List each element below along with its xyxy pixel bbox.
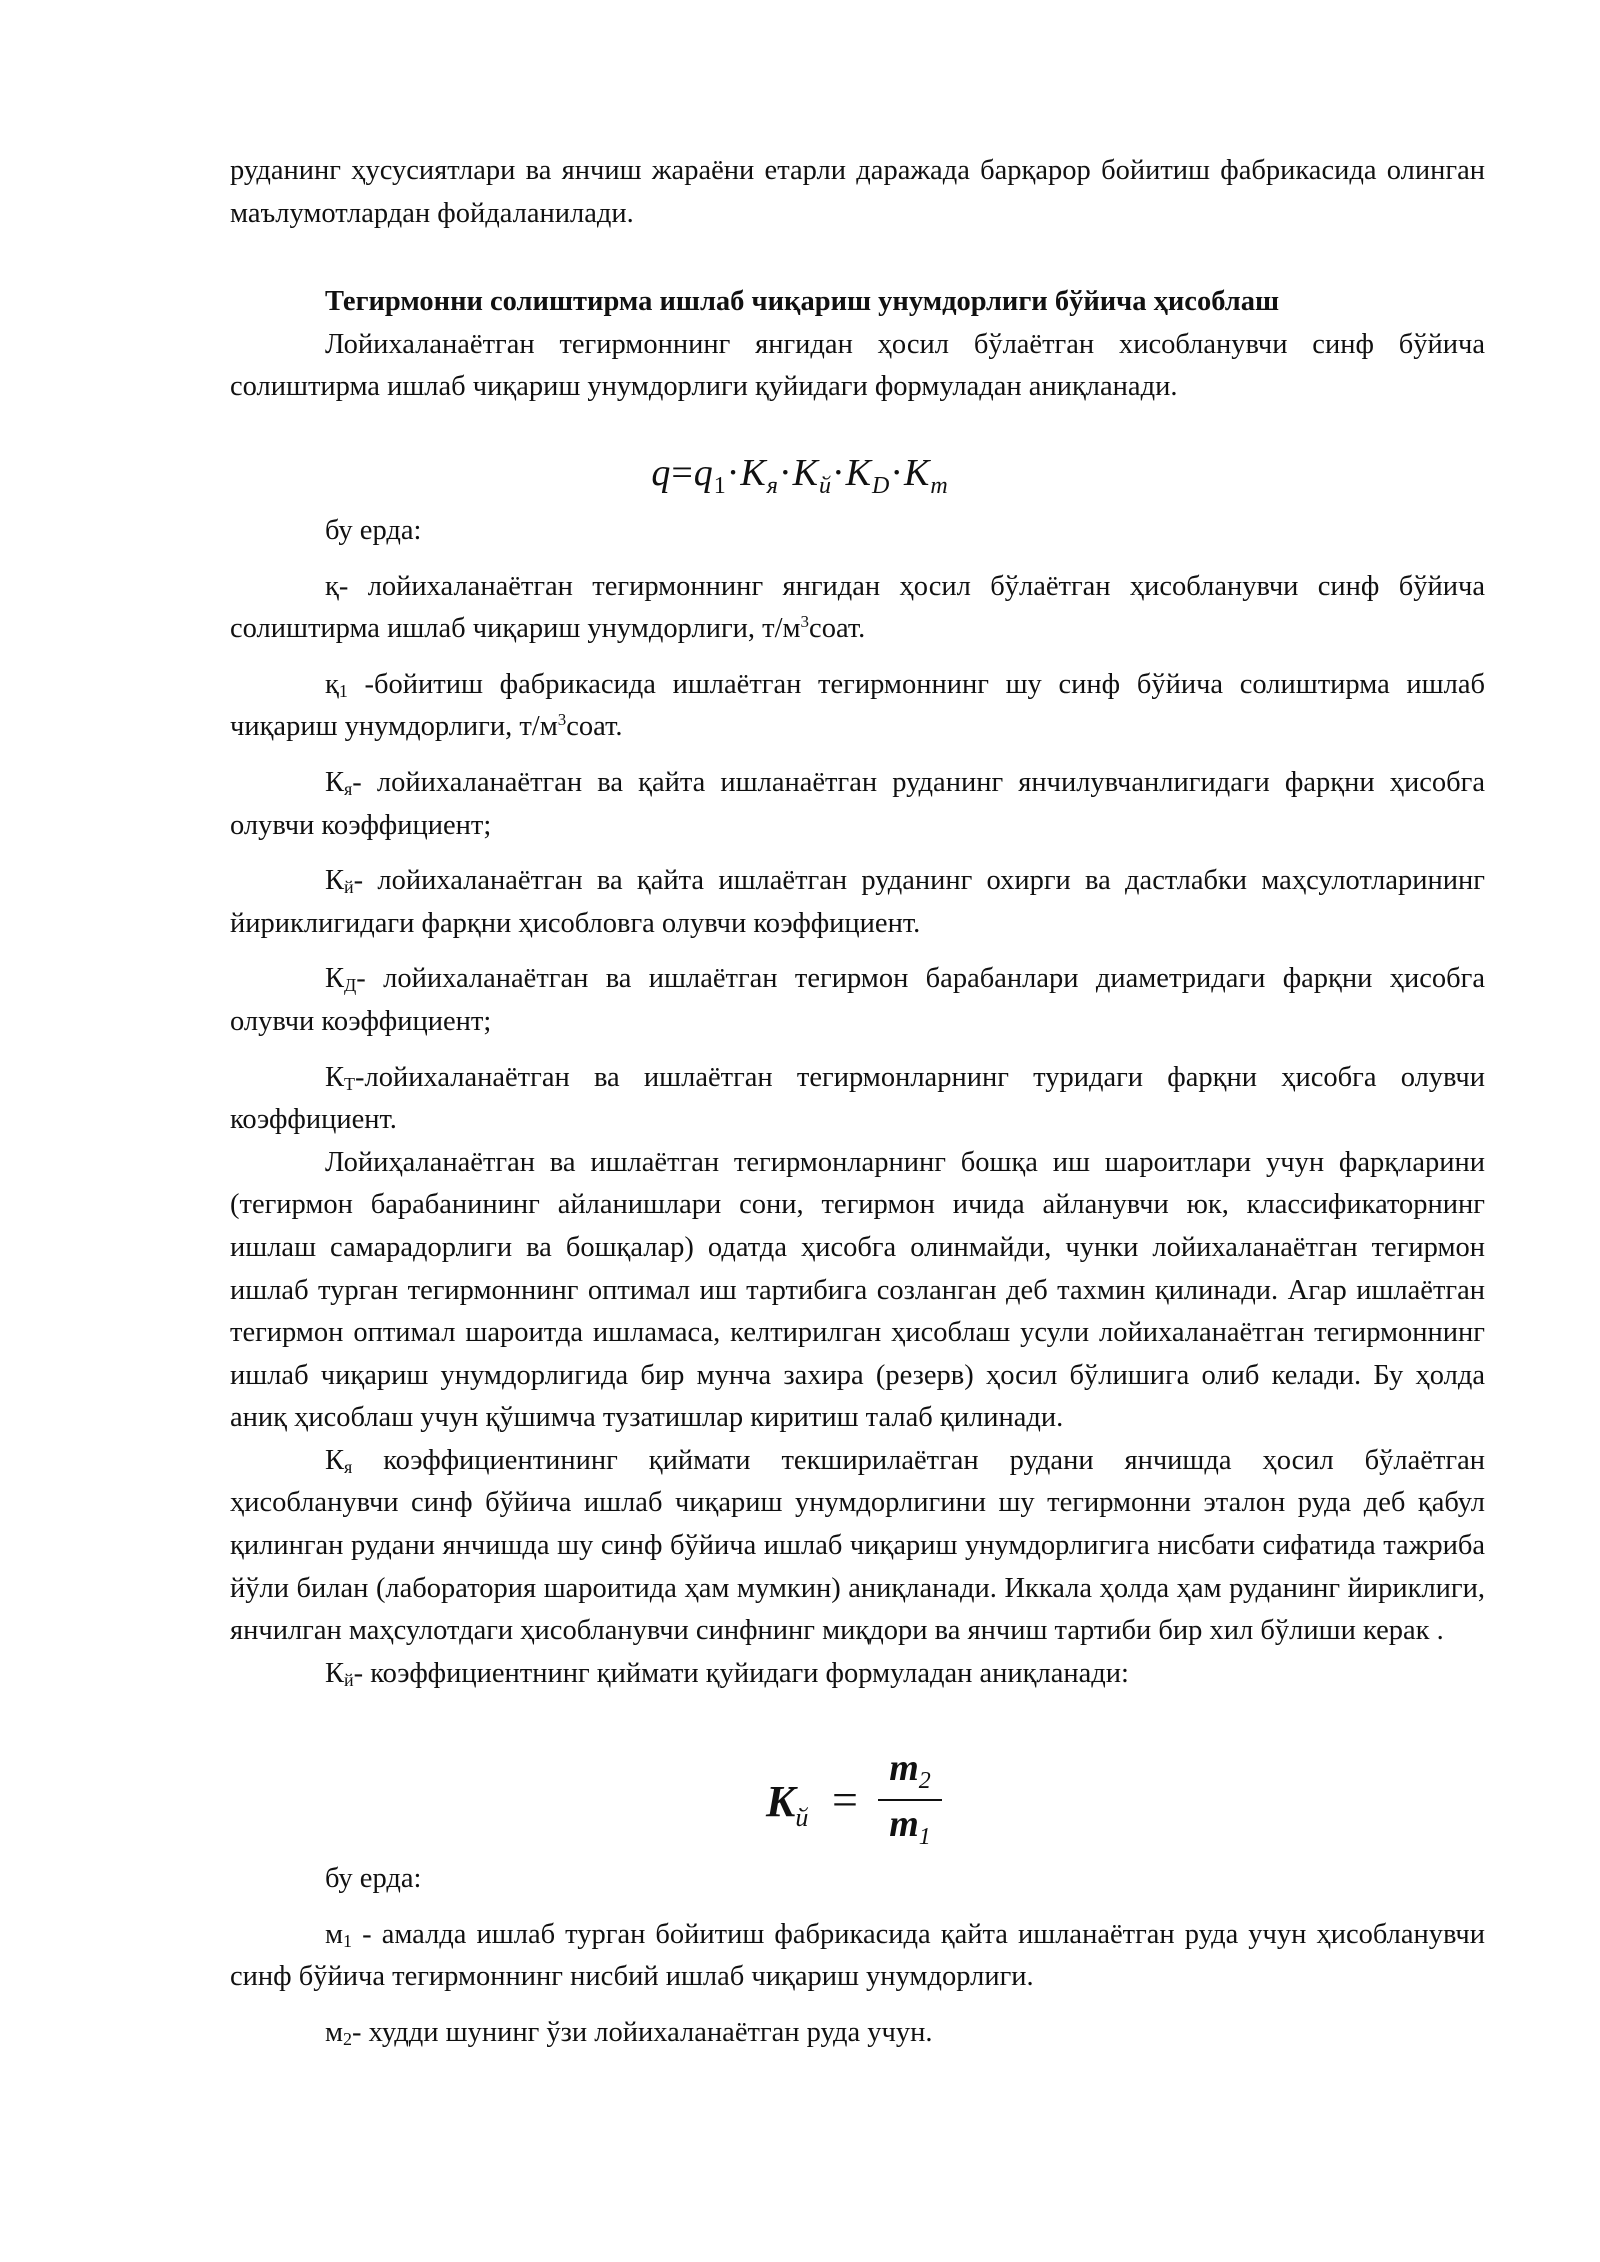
definition-m2: $м_2-$ худди шунинг ўзи лойихаланаётган руда учун. <box>325 2016 933 2049</box>
definition-q1: $қ_1$ -бойитиш фабрикасида ишлаётган тегирмоннинг шу синф бўйича солиштирма ишлаб чиқариш унумдорлиги, $т/м^3соат$. <box>230 668 1485 743</box>
section-heading: Тегирмонни солиштирма ишлаб чиқариш унумдорлиги бўйича ҳисоблаш <box>325 286 1280 317</box>
definition-m1: $м_1$ - амалда ишлаб турган бойитиш фабрикасида қайта ишланаётган руда учун ҳисобланувчи синф бўйича тегирмоннинг нисбий ишлаб чиқариш унумдорлиги. <box>230 1918 1485 1993</box>
formula-numerator: $m_2$ <box>889 1747 931 1794</box>
formula-k-symbol: $K_й$ <box>766 1777 809 1832</box>
definition-k-t: $К_Т$-лойихаланаётган ва ишлаётган тегирмонларнинг туридаги фарқни ҳисобга олувчи коэффициент. <box>230 1061 1485 1136</box>
where-label: бу ерда: <box>325 515 422 546</box>
definition-k-y: $К_й-$ лойихаланаётган ва қайта ишлаётган руданинг охирги ва дастлабки маҳсулотларининг йириклигидаги фарқни ҳисобловга олувчи коэффициент. <box>230 865 1485 939</box>
intro-paragraph: руданинг ҳусусиятлари ва янчиш жараёни етарли даражада барқарор бойитиш фабрикасида олинган маълумотлардан фойдаланилади. <box>230 155 1485 229</box>
section-block <box>230 281 1485 409</box>
intro-block <box>230 150 1485 235</box>
definition-q: қ- лойихаланаётган тегирмоннинг янгидан ҳосил бўлаётган ҳисобланувчи синф бўйича солиштирма ишлаб чиқариш унумдорлиги, $т/м^3соат$. <box>230 570 1485 645</box>
formula-equals: = <box>832 1774 858 1825</box>
definition-k-ya: $К_я-$ лойихаланаётган ва қайта ишланаётган руданинг янчилувчанлигидаги фарқни ҳисобга олувчи коэффициент; <box>230 766 1485 841</box>
k-y-paragraph: $К_й-$ коэффициентнинг қиймати қуйидаги формуладан аниқланади: <box>325 1657 1129 1690</box>
definitions-block <box>230 510 1485 1695</box>
formula-denominator: $m_1$ <box>889 1803 931 1850</box>
definition-k-d: $К_Д-$ лойихаланаётган ва ишлаётган тегирмон барабанлари диаметридаги фарқни ҳисобга олувчи коэффициент; <box>230 963 1485 1037</box>
productivity-formula: $q=q_1\cdot K_я\cdot K_й\cdot K_D\cdot K_m$ <box>651 452 949 499</box>
k-ya-paragraph: $К_я$ коэффициентининг қиймати текширилаётган рудани янчишда ҳосил бўлаётган ҳисобланувчи синф бўйича ишлаб чиқариш унумдорлигини шу тегирмонни эталон руда деб қабул қилинган рудани янчишда шу синф бўйича ишлаб чиқариш унумдорлигига нисбати сифатида тажриба йўли билан (лаборатория шароитида ҳам мумкин) аниқланади. Иккала ҳолда ҳам руданинг йириклиги, янчилган маҳсулотдаги ҳисобланувчи синфнинг миқдори ва янчиш тартиби бир хил бўлиши керак . <box>230 1444 1485 1647</box>
other-conditions-paragraph: Лойиҳаланаётган ва ишлаётган тегирмонларнинг бошқа иш шароитлари учун фарқларини (тегирмон барабанининг айланишлари сони, тегирмон ичида айланувчи юк, классификаторнинг ишлаш самарадорлиги ва бошқалар) одатда ҳисобга олинмайди, чунки лойихаланаётган тегирмон ишлаб турган тегирмоннинг оптимал иш тартибига созланган деб тахмин қилинади. Агар ишлаётган тегирмон оптимал шароитда ишламаса, келтирилган ҳисоблаш усули лойихаланаётган тегирмоннинг ишлаб чиқариш унумдорлигида бир мунча захира (резерв) ҳосил бўлишига олиб келади. Бу ҳолда аниқ ҳисоблаш учун қўшимча тузатишлар киритиш талаб қилинади. <box>230 1146 1485 1434</box>
where-label-2: бу ерда: <box>325 1863 422 1894</box>
ratio-formula <box>760 1745 980 1865</box>
m-definitions-block <box>230 1858 1485 2054</box>
formula-intro-paragraph: Лойихаланаётган тегирмоннинг янгидан ҳосил бўлаётган хисобланувчи синф бўйича солиштирма ишлаб чиқариш унумдорлиги қуйидаги формуладан аниқланади. <box>230 328 1485 403</box>
